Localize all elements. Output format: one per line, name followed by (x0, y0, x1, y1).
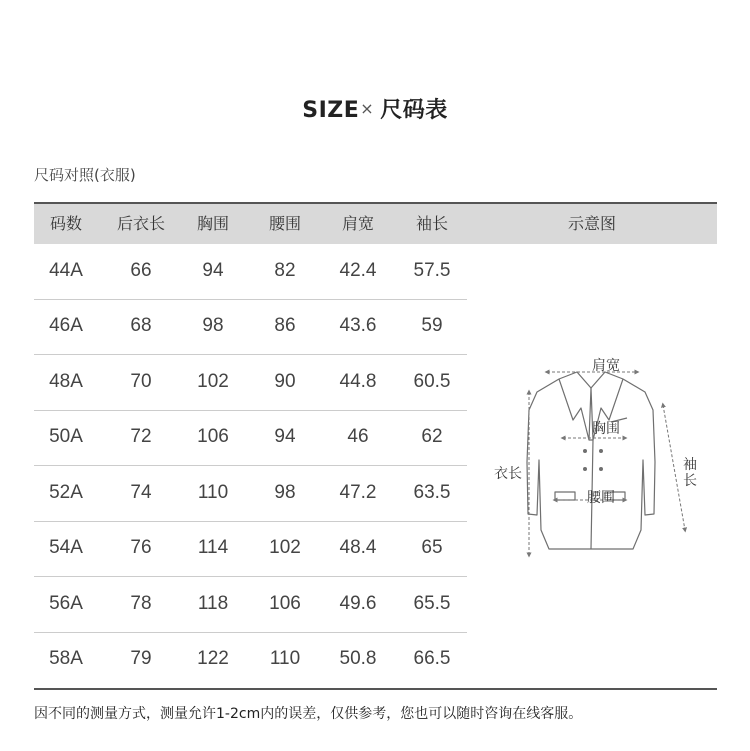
cell-chest: 110 (197, 482, 229, 503)
cell-size: 56A (49, 593, 83, 614)
cell-back-length: 74 (130, 482, 152, 503)
page-title (0, 93, 750, 124)
diagram-label-sleeve: 袖长 (683, 457, 697, 489)
table-row (34, 410, 467, 466)
cell-back-length: 68 (130, 315, 152, 336)
header-size: 码数 (49, 214, 82, 233)
cell-size: 54A (49, 537, 83, 558)
cell-waist: 82 (274, 260, 296, 281)
header-back-length: 后衣长 (116, 214, 165, 233)
header-sleeve: 袖长 (415, 214, 448, 233)
cell-size: 46A (49, 315, 83, 336)
cell-chest: 94 (202, 260, 224, 281)
times-icon: × (360, 99, 375, 118)
cell-size: 52A (49, 482, 83, 503)
table-row (34, 632, 467, 688)
header-waist: 腰围 (268, 214, 301, 233)
cell-chest: 98 (202, 315, 224, 336)
cell-waist: 90 (274, 371, 296, 392)
cell-size: 58A (49, 648, 83, 669)
cell-back-length: 76 (130, 537, 152, 558)
cell-shoulder: 43.6 (339, 315, 377, 336)
diagram-label-shoulder: 肩宽 (592, 358, 620, 374)
table-row (34, 299, 467, 355)
cell-back-length: 72 (130, 426, 152, 447)
cell-shoulder: 44.8 (339, 371, 377, 392)
cell-back-length: 66 (130, 260, 152, 281)
cell-sleeve: 63.5 (413, 482, 451, 503)
table-row (34, 577, 467, 633)
cell-back-length: 70 (130, 371, 152, 392)
cell-sleeve: 65 (421, 537, 443, 558)
title-text: 尺码表 (380, 98, 448, 123)
cell-size: 48A (49, 371, 83, 392)
table-bottom-rule (34, 688, 717, 690)
diagram-label-waist: 腰围 (587, 490, 615, 506)
cell-waist: 86 (274, 315, 296, 336)
table-row (34, 521, 467, 577)
table-row (34, 244, 467, 300)
cell-waist: 106 (269, 593, 301, 614)
table-row (34, 466, 467, 522)
measurement-note: 因不同的测量方式，测量允许1-2cm内的误差，仅供参考，您也可以随时咨询在线客服。 (34, 706, 583, 722)
cell-sleeve: 62 (421, 426, 443, 447)
cell-waist: 110 (269, 648, 301, 669)
cell-shoulder: 50.8 (339, 648, 377, 669)
cell-shoulder: 48.4 (339, 537, 377, 558)
blazer-outline-icon (485, 350, 710, 565)
cell-shoulder: 42.4 (339, 260, 377, 281)
cell-chest: 114 (197, 537, 229, 558)
header-shoulder: 肩宽 (341, 214, 374, 233)
diagram-label-length: 衣长 (494, 466, 522, 482)
cell-shoulder: 49.6 (339, 593, 377, 614)
cell-back-length: 79 (130, 648, 152, 669)
table-caption: 尺码对照(衣服) (34, 166, 136, 184)
cell-sleeve: 59 (421, 315, 443, 336)
cell-chest: 118 (197, 593, 229, 614)
cell-size: 50A (49, 426, 83, 447)
cell-sleeve: 57.5 (413, 260, 451, 281)
diagram-label-chest: 胸围 (592, 421, 620, 437)
header-chest: 胸围 (196, 214, 229, 233)
cell-chest: 106 (197, 426, 229, 447)
cell-chest: 102 (197, 371, 229, 392)
cell-size: 44A (49, 260, 83, 281)
cell-shoulder: 46 (347, 426, 369, 447)
cell-chest: 122 (197, 648, 229, 669)
cell-sleeve: 60.5 (413, 371, 451, 392)
cell-waist: 98 (274, 482, 296, 503)
cell-sleeve: 66.5 (413, 648, 451, 669)
title-size: SIZE (302, 98, 360, 123)
cell-sleeve: 65.5 (413, 593, 451, 614)
cell-back-length: 78 (130, 593, 152, 614)
cell-waist: 102 (269, 537, 301, 558)
cell-shoulder: 47.2 (339, 482, 377, 503)
header-diagram: 示意图 (567, 214, 616, 233)
table-row (34, 355, 467, 411)
cell-waist: 94 (274, 426, 296, 447)
